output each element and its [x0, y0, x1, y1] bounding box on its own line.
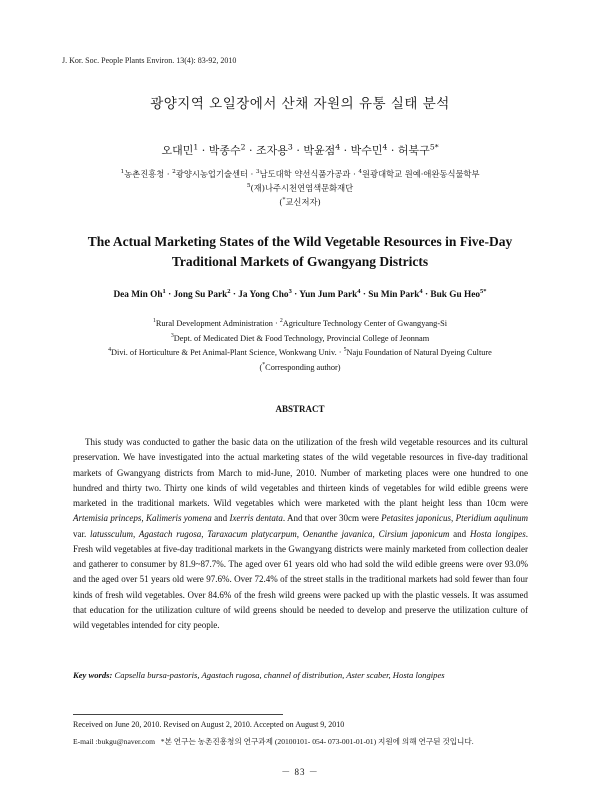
funding-note: *본 연구는 농촌진흥청의 연구과제 (20100101- 054- 073-001-01-01) 지원에 의해 연구된 것입니다.: [160, 737, 474, 746]
english-title-line2: Traditional Markets of Gwangyang Districts: [171, 254, 429, 269]
abstract-heading: ABSTRACT: [275, 404, 325, 414]
journal-citation: J. Kor. Soc. People Plants Environ. 13(4): 83-92, 2010: [62, 56, 237, 65]
author-sup: 1: [193, 142, 199, 152]
author-sup: 3: [287, 142, 293, 152]
english-title-line1: The Actual Marketing States of the Wild Vegetable Resources in Five-Day: [87, 234, 513, 249]
abstract-body: This study was conducted to gather the basic data on the utilization of the fresh wild vegetable resources and its cultural preservation. We have investigated into the actual marketing states of the wild vegetable resources in five-day traditional markets of Gwangyang districts from March to mid-June, 2010. Number of marketing places were one hundred to one hundred and thirty two. Thirty one kinds of wild vegetables and thirteen kinds of vegetables for wild edible greens were marketed in the traditional markets. Wild vegetables which were marketed with the plant height less than 10cm were Artemisia princeps, Kalimeris yomena and Ixerris dentata. And that over 30cm were Petasites japonicus, Pteridium aqulinum var. latussculum, Agastach rugosa, Taraxacum platycarpum, Oenanthe javanica, Cirsium japonicum and Hosta longipes. Fresh wild vegetables at five-day traditional markets in the Gwangyang districts were mainly marketed from collection dealer and gatherer to consumer by 81.9~87.7%. The aged over 61 years old who had sold the wild edible greens were over 93.0% and the aged over 51 years old were 97.6%. Over 72.4% of the street stalls in the traditional markets had sold fewer than four kinds of fresh wild vegetables. Over 84.6% of the fresh wild greens were packed up with the plastic vessels. It was assumed that education for the utilization culture of wild greens should be needed to develop and preserve the utilization culture of wild vegetables intended for city people.: [73, 437, 528, 630]
korean-title: 광양지역 오일장에서 산채 자원의 유통 실태 분석: [150, 96, 450, 112]
korean-corresponding: (*교신저자): [279, 197, 321, 207]
korean-affiliation-line1: [0, 168, 600, 180]
korean-affil-1: $^1$농촌진흥청 ·: [120, 169, 173, 179]
author-name: 허북구: [397, 144, 430, 157]
footnote-rule: [73, 714, 283, 715]
keywords-text: Capsella bursa-pastoris, Agastach rugosa, channel of distribution, Aster scaber, Hosta longipes: [112, 670, 445, 680]
author-name: 조자용: [256, 144, 288, 157]
author-sup: 5*: [429, 142, 439, 152]
author-sup: 2: [240, 142, 246, 152]
contact-footnote: [73, 736, 474, 747]
keywords: [73, 670, 528, 680]
english-title: [0, 232, 600, 272]
english-affiliation-line1: $^1$Rural Development Administration · $^2$Agriculture Technology Center of Gwangyang-Si: [152, 318, 448, 328]
author-name: 오대민: [161, 144, 194, 157]
korean-affiliation-line2: $^5$(재)나주시천연염색문화재단: [246, 183, 354, 193]
english-affiliation-line2: $^3$Dept. of Medicated Diet & Food Technology, Provincial College of Jeonnam: [170, 333, 430, 343]
author-sup: 4: [382, 142, 388, 152]
author-sup: 4: [335, 142, 341, 152]
english-affiliation-line3: $^4$Divi. of Horticulture & Pet Animal-Plant Science, Wonkwang Univ. · $^5$Naju Foundation of Natural Dyeing Culture: [108, 347, 492, 357]
email: E-mail :bukgu@naver.com: [73, 737, 156, 746]
received-dates: Received on June 20, 2010. Revised on August 2, 2010. Accepted on August 9, 2010: [73, 720, 345, 729]
keywords-label: Key words:: [73, 670, 113, 680]
korean-affil-4: $^4$원광대학교 원예·애완동식물학부: [358, 169, 480, 179]
korean-affil-2: $^2$광양시농업기술센터 ·: [172, 169, 256, 179]
korean-affil-3: $^3$남도대학 약선식품가공과 ·: [255, 169, 359, 179]
author-name: 박윤점: [303, 144, 336, 157]
english-authors: Dea Min $Oh^1$ · Jong Su Park$^2$ · Ja Yong Cho$^3$ · Yun Jum Park$^4$ · Su Min Park$^4$ · Buk Gu Heo$^{5*}$: [113, 287, 487, 300]
korean-authors: 오대민$^1$ · 박종수$^2$ · 조자용$^3$ · 박윤점$^4$ · 박수민$^4$ · 허북구$^{5*}$: [161, 142, 439, 157]
author-name: 박종수: [208, 144, 241, 157]
english-corresponding: (*Corresponding author): [259, 362, 341, 372]
author-name: 박수민: [350, 144, 383, 157]
page-number: － 83 －: [281, 767, 319, 777]
